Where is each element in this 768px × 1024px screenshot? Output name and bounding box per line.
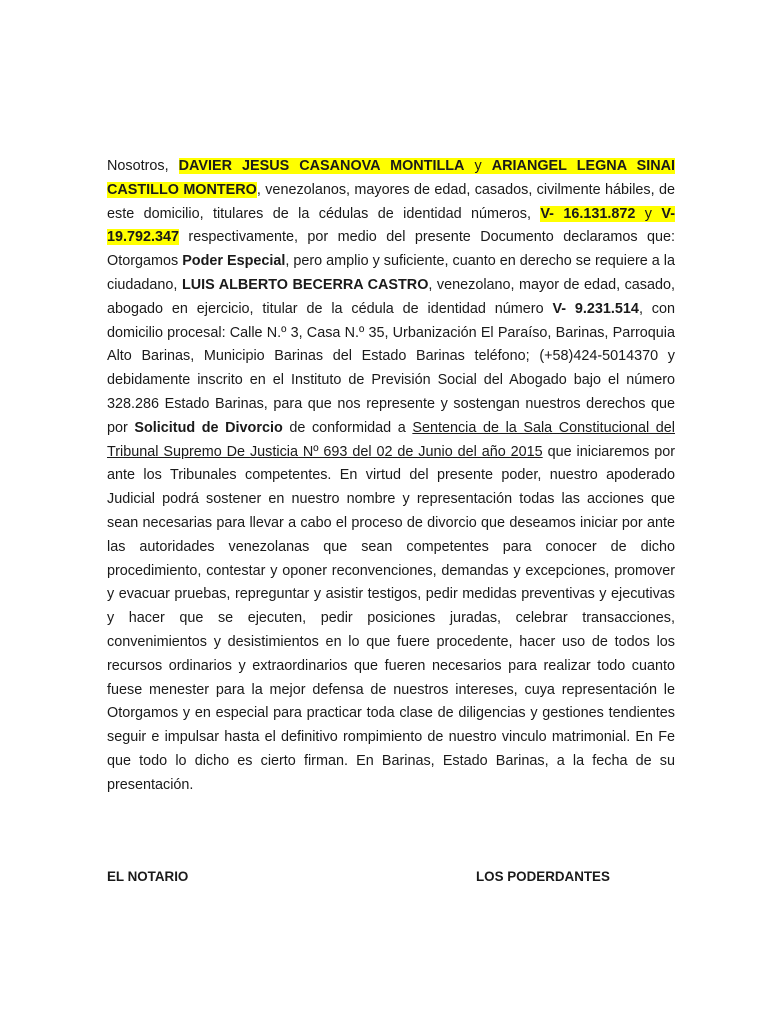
main-paragraph — [107, 155, 675, 798]
text-grantors-description: , venezolanos, mayores de edad, casados, civilmente hábiles, de este domicilio, titulares de la cédulas de identidad números, — [107, 181, 676, 222]
grantor-id-2: V- 19.792.347 — [107, 205, 675, 246]
text-powers: que iniciaremos por ante los Tribunales competentes. En virtud del presente poder, nuestro apoderado Judicial podrá sostener en nuestro nombre y representación todas las acciones que sean necesarias para llevar a cabo el proceso de divorcio que deseamos iniciar por ante las autoridades venezolanas que sean competentes para conocer de dicho procedimiento, contestar y oponer reconvenciones, demandas y excepciones, promover y evacuar pruebas, repreguntar y asistir testigos, pedir medidas preventivas y ejecutivas y hacer que se ejecuten, pedir posiciones juradas, celebrar transacciones, convenimientos y desistimientos en lo que fuere procedente, hacer uso de todos los recursos ordinarios y extraordinarios que fueren necesarios para realizar todo cuanto fuese menester para la mejor defensa de nuestros intereses, cuya representación le Otorgamos y en especial para practicar toda clase de diligencias y gestiones tendientes seguir e impulsar hasta el definitivo rompimiento de nuestro vinculo matrimonial. En Fe que todo lo dicho es cierto firman. En Barinas, Estado Barinas, a la fecha de su presentación. — [107, 443, 675, 793]
text-scope: , pero amplio y suficiente, cuanto en derecho se requiere a la ciudadano, — [107, 253, 675, 293]
text-declaration: respectivamente, por medio del presente Documento declaramos que: Otorgamos — [107, 229, 675, 270]
text-conformity: de conformidad a — [282, 419, 413, 436]
document-body — [107, 155, 675, 798]
attorney-id: V- 9.231.514 — [552, 300, 639, 317]
text-intro: Nosotros, — [107, 158, 179, 174]
text-domicile: , con domicilio procesal: Calle N.º 3, Casa N.º 35, Urbanización El Paraíso, Barinas, Parroquia Alto Barinas, Municipio Barinas del Estado Barinas teléfono; (+58)424-5014370 y debidamente inscrito en el Instituto de Previsión Social del Abogado bajo el número 328.286 Estado Barinas, para que nos represente y sostengan nuestros derechos que por — [107, 300, 675, 436]
power-type: Poder Especial — [182, 253, 286, 270]
attorney-name: LUIS ALBERTO BECERRA CASTRO — [181, 276, 429, 293]
grantor-id-1: V- 16.131.872 — [540, 205, 636, 222]
divorce-request: Solicitud de Divorcio — [134, 419, 283, 436]
grantor-name-2: ARIANGEL LEGNA SINAI CASTILLO MONTERO — [107, 158, 675, 198]
notary-signature-label: EL NOTARIO — [107, 869, 189, 884]
grantors-signature-label: LOS PODERDANTES — [476, 869, 610, 884]
text-attorney-description: , venezolano, mayor de edad, casado, abogado en ejercicio, titular de la cédula de identidad número — [107, 276, 675, 317]
conjunction-ids: y — [635, 205, 662, 222]
conjunction-names: y — [464, 158, 492, 174]
ruling-reference: Sentencia de la Sala Constitucional del Tribunal Supremo De Justicia Nº 693 del 02 de Junio del año 2015 — [107, 419, 675, 460]
grantor-name-1: DAVIER JESUS CASANOVA MONTILLA — [178, 158, 465, 174]
